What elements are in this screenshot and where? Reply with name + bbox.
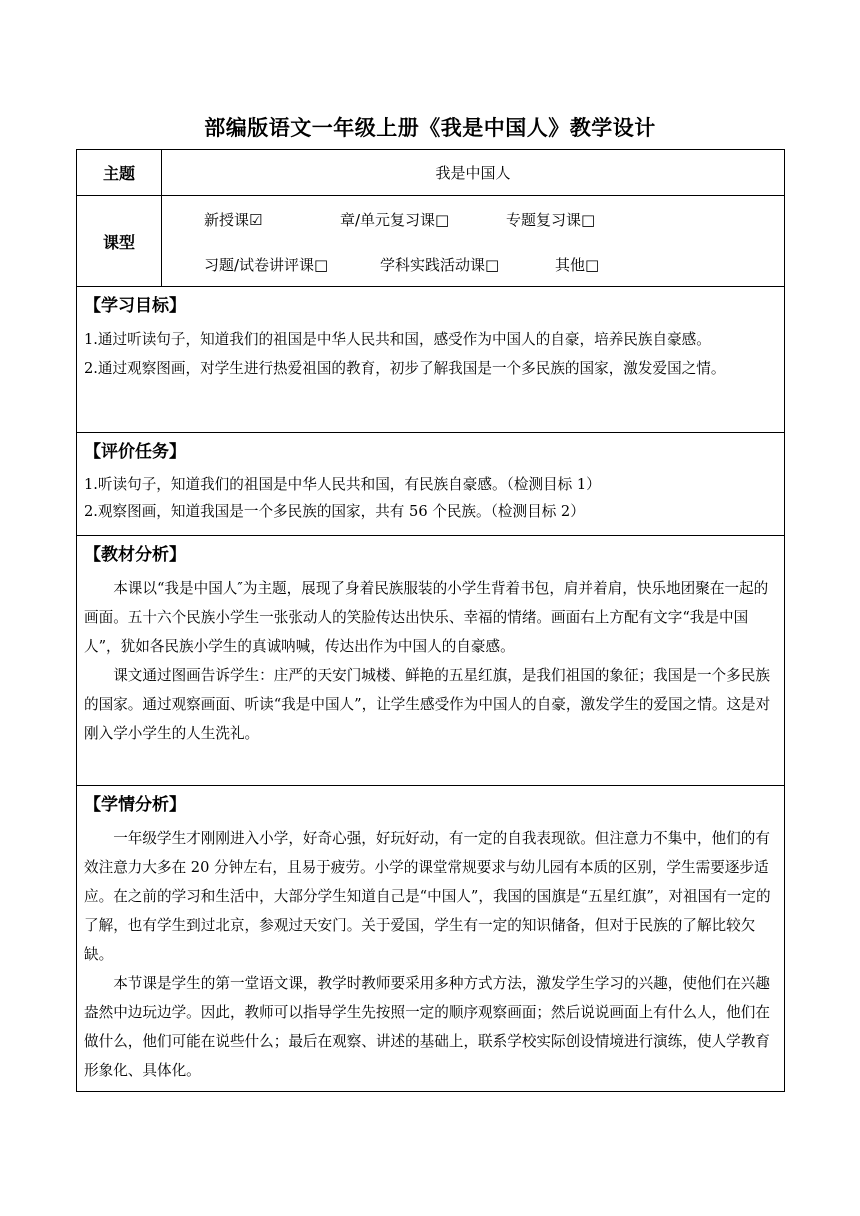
theme-value: 我是中国人	[162, 150, 785, 196]
student-analysis-heading: 【学情分析】	[84, 795, 186, 815]
lesson-type-row	[77, 196, 785, 287]
evaluation-task-item: 2.观察图画，知道我国是一个多民族的国家，共有 56 个民族。（检测目标 2）	[84, 503, 585, 520]
lesson-type-label: 课型	[77, 196, 162, 287]
type-option-unit-review: 章/单元复习课□	[340, 211, 450, 229]
theme-row	[77, 150, 785, 196]
type-option-exercise-review: 习题/试卷讲评课□	[204, 256, 329, 274]
textbook-analysis-row	[77, 536, 785, 786]
theme-label: 主题	[77, 150, 162, 196]
learning-goals-heading: 【学习目标】	[84, 296, 186, 316]
textbook-analysis-heading: 【教材分析】	[84, 545, 186, 565]
textbook-analysis-paragraph: 本课以“我是中国人″为主题，展现了身着民族服装的小学生背着书包，肩并着肩，快乐地团聚在一起的画面。五十六个民族小学生一张张动人的笑脸传达出快乐、幸福的情绪。画面右上方配有文字“我是中国人”，犹如各民族小学生的真诚呐喊，传达出作为中国人的自豪感。	[84, 580, 769, 655]
textbook-analysis-section	[77, 536, 785, 786]
lesson-type-options	[162, 196, 785, 287]
evaluation-tasks-heading: 【评价任务】	[84, 442, 186, 462]
learning-goals-section	[77, 287, 785, 433]
learning-goals-row	[77, 287, 785, 433]
student-analysis-paragraph: 一年级学生才刚刚进入小学，好奇心强，好玩好动，有一定的自我表现欲。但注意力不集中，他们的有效注意力大多在 20 分钟左右，且易于疲劳。小学的课堂常规要求与幼儿园有本质的区别，学生需要逐步适应。在之前的学习和生活中，大部分学生知道自己是“中国人”，我国的国旗是“五星红旗”，对祖国有一定的了解，也有学生到过北京，参观过天安门。关于爱国，学生有一定的知识储备，但对于民族的了解比较欠缺。	[84, 830, 771, 963]
type-option-other: 其他□	[555, 256, 600, 274]
evaluation-tasks-row	[77, 433, 785, 536]
type-option-topic-review: 专题复习课□	[506, 211, 596, 229]
student-analysis-paragraph: 本节课是学生的第一堂语文课，教学时教师要采用多种方式方法，激发学生学习的兴趣，使他们在兴趣盎然中边玩边学。因此，教师可以指导学生先按照一定的顺序观察画面；然后说说画面上有什么人，他们在做什么，他们可能在说些什么；最后在观察、讲述的基础上，联系学校实际创设情境进行演练，使人学教育形象化、具体化。	[84, 975, 770, 1079]
learning-goal-item: 2.通过观察图画，对学生进行热爱祖国的教育，初步了解我国是一个多民族的国家，激发爱国之情。	[84, 360, 726, 377]
student-analysis-row	[77, 786, 785, 1092]
document-title: 部编版语文一年级上册《我是中国人》教学设计	[204, 116, 656, 140]
type-option-practice-activity: 学科实践活动课□	[380, 256, 500, 274]
student-analysis-section	[77, 786, 785, 1092]
textbook-analysis-paragraph: 课文通过图画告诉学生：庄严的天安门城楼、鲜艳的五星红旗，是我们祖国的象征；我国是一个多民族的国家。通过观察画面、听读“我是中国人”，让学生感受作为中国人的自豪，激发学生的爱国之情。这是对刚入学小学生的人生洗礼。	[84, 667, 771, 742]
evaluation-task-item: 1.听读句子，知道我们的祖国是中华人民共和国，有民族自豪感。（检测目标 1）	[84, 476, 601, 493]
type-option-new-lesson: 新授课☑	[204, 211, 263, 229]
learning-goal-item: 1.通过听读句子，知道我们的祖国是中华人民共和国，感受作为中国人的自豪，培养民族自豪感。	[84, 331, 711, 348]
evaluation-tasks-section	[77, 433, 785, 536]
lesson-plan-table	[76, 149, 784, 1092]
